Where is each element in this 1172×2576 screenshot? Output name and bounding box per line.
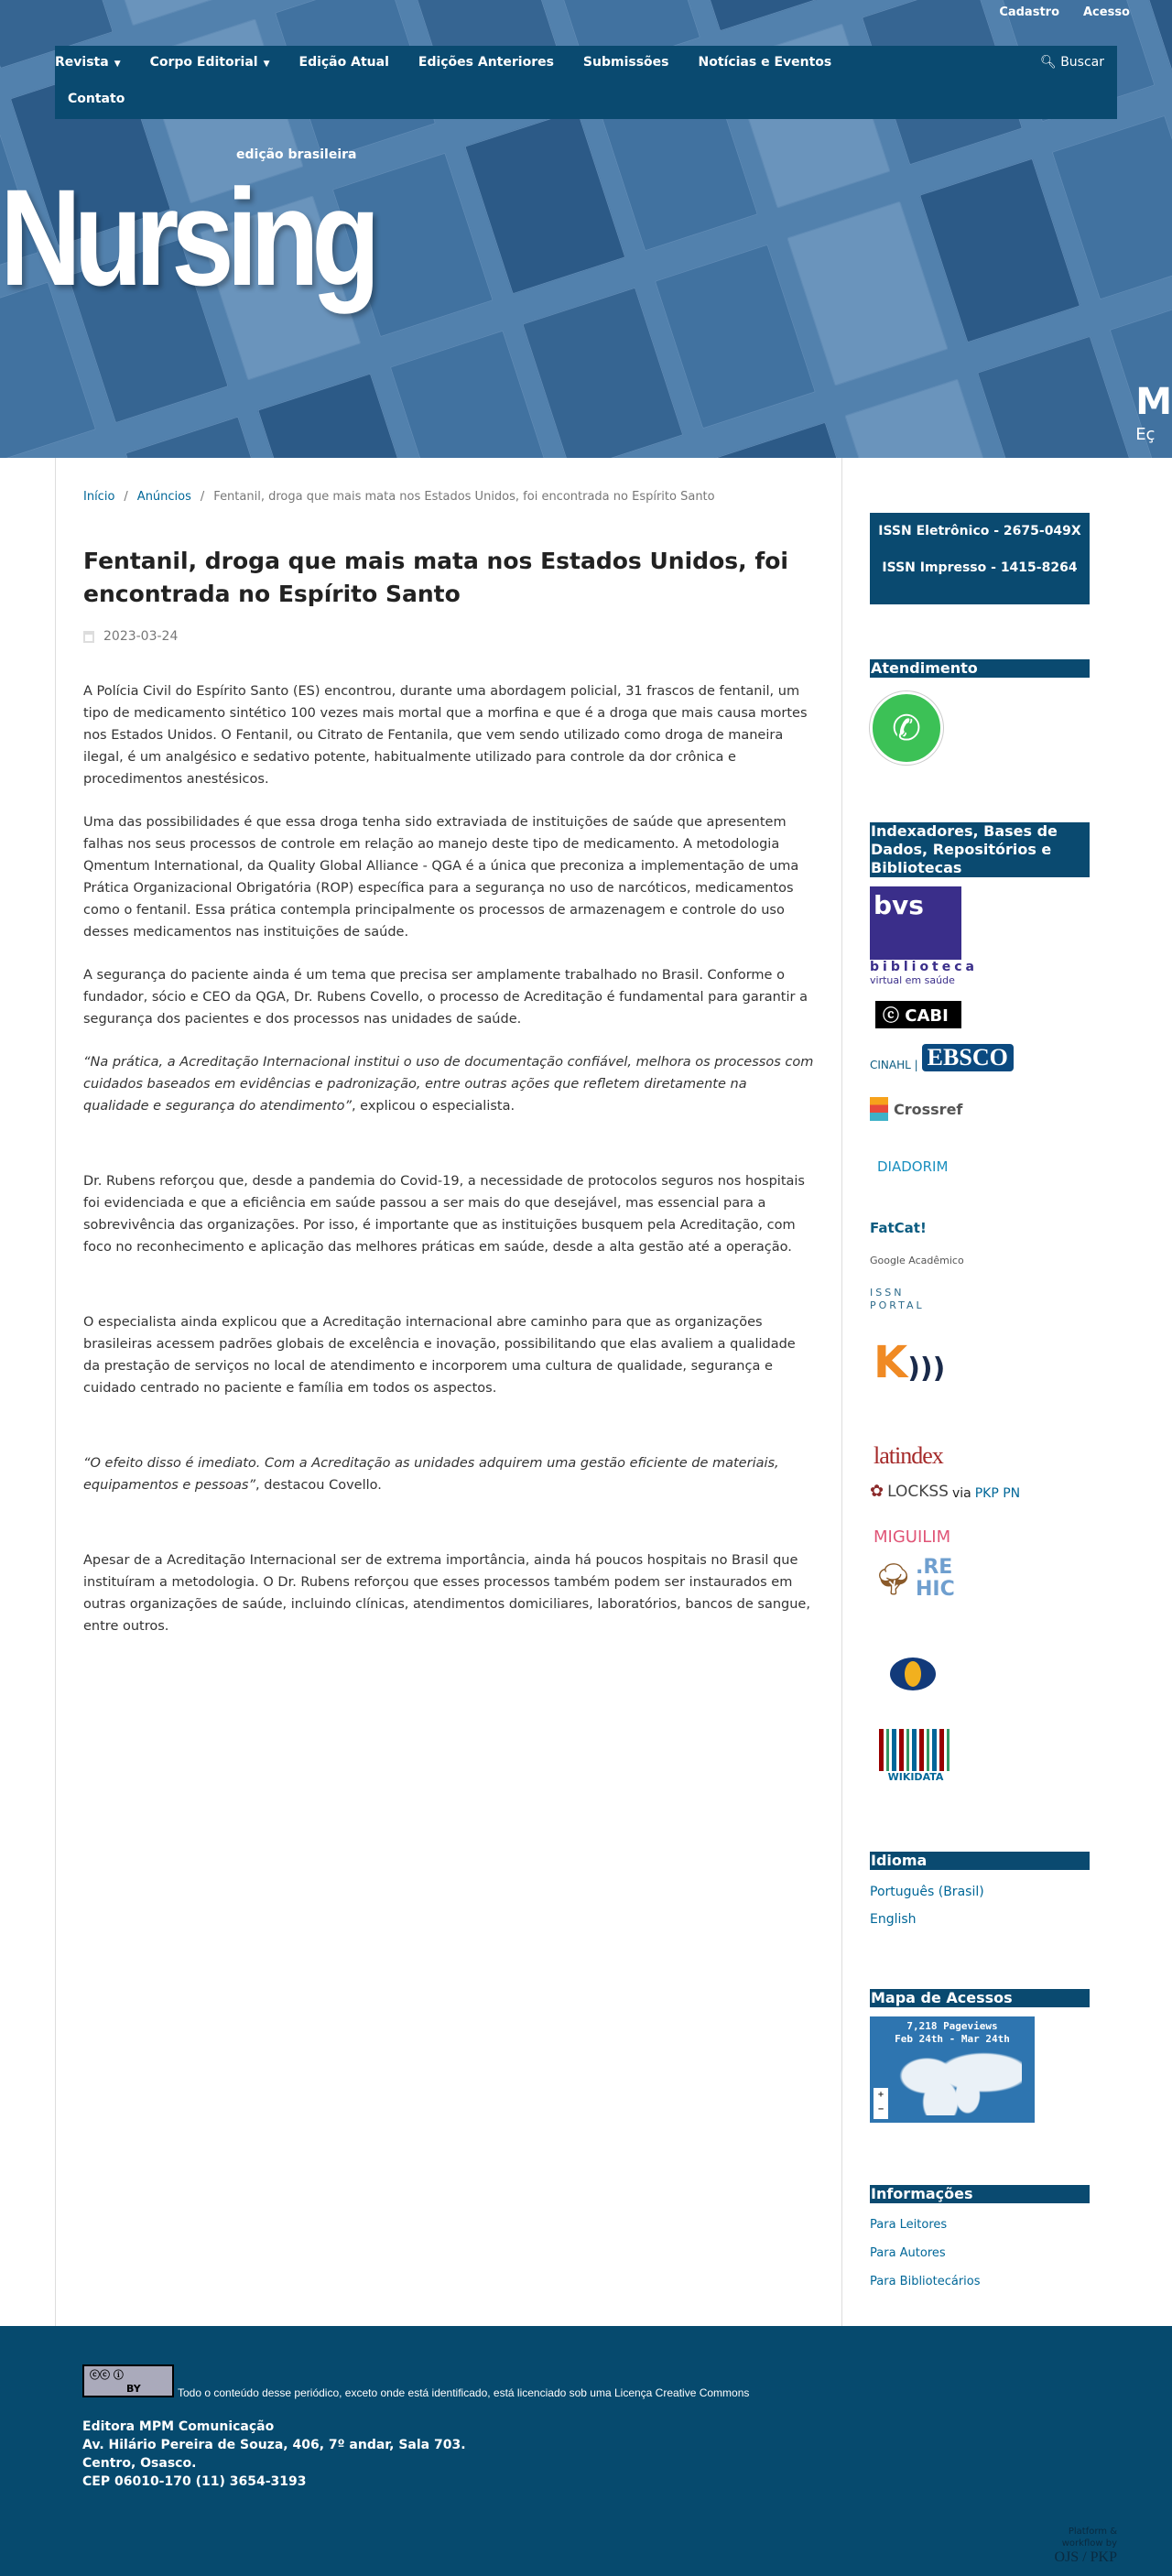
issn-block [870,513,1090,604]
paragraph: Apesar de a Acreditação Internacional ser de extrema importância, ainda há poucos hospitais no Brasil que instituíram a metodologia. O Dr. Rubens reforçou que esses processos também podem ser instaurados em outras organizações de saúde, incluindo clínicas, atendimentos domiciliares, laboratórios, bancos de sangue, entre outros. [83,1553,810,1634]
crossref-icon [870,1097,888,1121]
cabi-logo[interactable]: ⓒ CABI [875,1001,961,1028]
page-title: Fentanil, droga que mais mata nos Estados Unidos, foi encontrada no Espírito Santo [83,548,788,607]
map-pageviews: 7,218 Pageviews [906,2020,998,2032]
publisher-address [82,2418,466,2491]
cc-icon: ⓒⓒ ⓘ [90,2369,124,2381]
issn-print: ISSN Impresso - 1415-8264 [882,560,1078,575]
diadorim-logo[interactable]: DIADORIM [877,1158,949,1175]
nav-revista[interactable] [55,55,121,70]
paragraph [83,1452,816,1496]
logo-subtitle: edição brasileira [236,147,357,162]
nav-edicao-atual[interactable]: Edição Atual [298,55,389,70]
mapa-heading: Mapa de Acessos [870,1989,1090,2007]
breadcrumb-announcements[interactable]: Anúncios [136,490,191,504]
crossref-text: Crossref [894,1100,963,1118]
search-icon: 🔍︎ [1039,55,1061,70]
wikidata-logo[interactable] [879,1729,952,1783]
caret-down-icon: ▼ [263,60,270,69]
nav-noticias[interactable]: Notícias e Eventos [698,55,832,70]
google-scholar-logo[interactable]: Google Acadêmico [870,1255,964,1266]
search-button[interactable] [1040,55,1104,70]
creative-commons-badge[interactable] [82,2364,174,2397]
miguilim-logo[interactable]: MIGUILIM [874,1527,951,1547]
article-content [83,458,816,1658]
paragraph: Uma das possibilidades é que essa droga tenha sido extraviada de instituições de saúde que apresentem falhas nos seus processos de controle em relação ao manejo deste tipo de medicamento. A metodologia Qmentum International, da Quality Global Alliance - QGA é a única que preconiza a implementação de uma Prática Organizacional Obrigatória (ROP) específica para a segurança no uso de narcóticos, medicamentos como o fentanil. Essa prática contempla principalmente os processos de armazenagem e controle do uso desses medicamentos nas instituições de saúde. [83,815,799,940]
ojs-text: Platform & [1068,2527,1117,2537]
nav-contato[interactable]: Contato [68,92,125,106]
nav-label: Corpo Editorial [149,55,258,70]
rehic-logo[interactable]: .RE HIC [916,1556,955,1601]
calendar-icon [83,631,94,643]
indexadores-heading: Indexadores, Bases de Dados, Repositórios e Bibliotecas [870,822,1090,877]
latindex-logo[interactable]: latindex [874,1442,943,1469]
bvs-subtext: virtual em saúde [870,974,955,986]
cabi-text: CABI [905,1006,949,1026]
quote: “Na prática, a Acreditação Internacional institui o uso de documentação confiável, melhora os processos com cuidados baseados em evidências e padronização, entre outras ações que refletem diretamente na qualidade e segurança do atendimento” [83,1055,814,1114]
login-link[interactable]: Acesso [1083,5,1130,19]
map-range: Feb 24th - Mar 24th [895,2033,1010,2045]
cc-by-label: BY [126,2383,141,2395]
idioma-heading: Idioma [870,1852,1090,1870]
atendimento-heading: Atendimento [870,659,1090,678]
quote-attribution: , explicou o especialista. [351,1099,515,1114]
address-line: Editora MPM Comunicação [82,2419,275,2434]
access-map-widget[interactable] [870,2016,1035,2123]
paragraph: A Polícia Civil do Espírito Santo (ES) encontrou, durante uma abordagem policial, 31 frascos de fentanil, um tipo de medicamento sintético 100 vezes mais mortal que a morfina e que é a droga que mais causa mortes nos Estados Unidos. O Fentanil, ou Citrato de Fentanila, que vem sendo utilizado como droga de maneira ilegal, é um analgésico e sedativo potente, habitualmente utilizado para controle da dor crônica e procedimentos anestésicos. [83,684,808,787]
nav-corpo-editorial[interactable] [150,55,270,70]
quote: “O efeito disso é imediato. Com a Acreditação as unidades adquirem uma gestão eficiente de materiais, equipamentos e pessoas” [83,1456,779,1493]
lockss-text: LOCKSS [887,1483,949,1501]
site-logo[interactable] [0,147,455,314]
paragraph: Dr. Rubens reforçou que, desde a pandemia do Covid-19, a necessidade de protocolos seguros nos hospitais foi evidenciada e que a eficiência em saúde passou a ser mais do que desejável, mas essencial para a sobrevivência das organizações. Por isso, é importante que as instituições busquem pela Acreditação, com foco no reconhecimento e aplicação das melhores práticas em saúde, desde a alta gestão até a operação. [83,1174,805,1255]
info-authors-link[interactable]: Para Autores [870,2246,946,2260]
language-english[interactable]: English [870,1912,917,1927]
nav-submissoes[interactable]: Submissões [582,55,669,70]
whatsapp-icon[interactable]: ✆ [870,691,943,765]
ojs-pkp-link[interactable] [1055,2526,1117,2566]
main-nav [55,46,1117,119]
article-body [83,680,816,1637]
issn-electronic: ISSN Eletrônico - 2675-049X [878,524,1081,538]
breadcrumb: Início / Anúncios / Fentanil, droga que mais mata nos Estados Unidos, foi encontrada no Espírito Santo [83,490,715,504]
informacoes-heading: Informações [870,2185,1090,2203]
crossref-logo[interactable] [870,1097,962,1121]
via-text: via [951,1486,971,1501]
publisher-logo-fragment: M Eç [1135,381,1172,444]
quote-attribution: , destacou Covello. [255,1478,382,1493]
info-readers-link[interactable]: Para Leitores [870,2218,948,2232]
flame-icon [905,1661,921,1687]
info-librarians-link[interactable]: Para Bibliotecários [870,2275,981,2288]
bvs-text: biblioteca [870,960,978,974]
map-zoom-controls[interactable]: + − [874,2088,888,2119]
ebsco-logo[interactable] [870,1044,1014,1071]
logo-title: Nursing [0,160,374,314]
address-line: CEP 06010-170 (11) 3654-3193 [82,2474,307,2489]
kbart-logo[interactable]: K))) [874,1337,946,1388]
bvs-mark: bvs [870,886,961,960]
license-text: Todo o conteúdo desse periódico, exceto onde está identificado, está licenciado sob uma Licença Creative Commons [178,2386,750,2399]
breadcrumb-current: Fentanil, droga que mais mata nos Estados Unidos, foi encontrada no Espírito Santo [213,490,715,504]
wikidata-barcode [879,1729,952,1771]
issn-portal-logo[interactable]: ISSN PORTAL [870,1287,925,1311]
nav-label: Revista [55,55,109,70]
bvs-logo[interactable] [870,886,978,986]
world-map [886,2049,1022,2115]
cinahl-text: CINAHL | [870,1059,918,1071]
search-label: Buscar [1060,55,1104,70]
circle-logo[interactable] [890,1658,936,1690]
language-portuguese[interactable]: Português (Brasil) [870,1885,984,1899]
address-line: Av. Hilário Pereira de Souza, 406, 7º andar, Sala 703. [82,2438,466,2452]
ebsco-text: EBSCO [922,1044,1014,1071]
lockss-icon: ✿ [870,1482,884,1501]
address-line: Centro, Osasco. [82,2456,197,2471]
tree-icon: 🌳︎ [874,1561,914,1598]
paragraph: A segurança do paciente ainda é um tema que precisa ser amplamente trabalhado no Brasil. Conforme o fundador, sócio e CEO da QGA, Dr. Rubens Covello, o processo de Acreditação é fundamental para garantir a segurança dos pacientes e dos processos nas unidades de saúde. [83,968,808,1027]
caret-down-icon: ▼ [114,60,121,69]
paragraph [83,1051,816,1117]
ojs-text: workflow by [1061,2538,1117,2549]
register-link[interactable]: Cadastro [999,5,1059,19]
paragraph: O especialista ainda explicou que a Acreditação internacional abre caminho para que as organizações brasileiras acessem padrões globais de excelência e inovação, possibilitando que elas avaliem a qualidade da prestação de serviços no local de atendimento e incorporem uma cultura de qualidade, segurança e cuidado centrado no paciente e família em todos os aspectos. [83,1315,796,1396]
lockss-logo [870,1482,1020,1501]
footer [0,2326,1172,2576]
ojs-logo: OJS / PKP [1054,2549,1117,2565]
pkp-pn-link[interactable]: PKP PN [974,1486,1021,1501]
main-area [55,458,842,2326]
nav-edicoes-anteriores[interactable]: Edições Anteriores [418,55,554,70]
header-banner [0,0,1172,458]
article-date: 2023-03-24 [103,629,179,644]
wikidata-text: WIKIDATA [887,1771,944,1783]
breadcrumb-home[interactable]: Início [83,490,115,504]
fatcat-logo[interactable]: FatCat! [870,1220,927,1236]
